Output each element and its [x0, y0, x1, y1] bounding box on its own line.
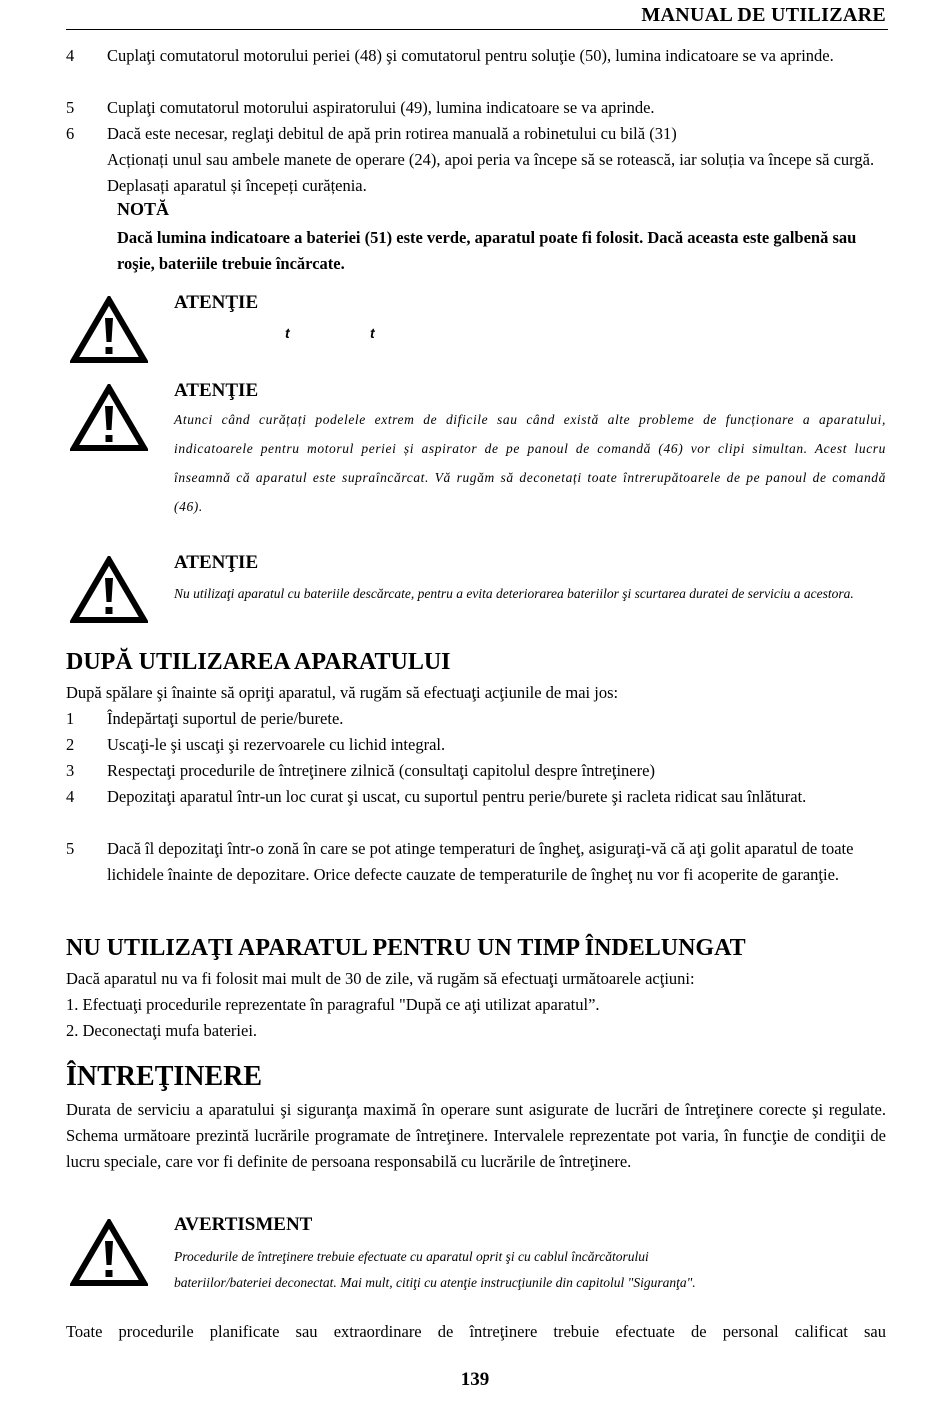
step-text: Depozitaţi aparatul într-un loc curat şi uscat, cu suportul pentru perie/burete şi racleta ridicat sau înlăturat.: [107, 787, 807, 806]
warning-text: Nu utilizaţi aparatul cu bateriile descărcate, pentru a evita deteriorarea bateriilor şi scurtarea duratei de serviciu a acestora.: [174, 586, 854, 601]
warning-triangle-icon: [70, 384, 148, 452]
step-text: Cuplaţi comutatorul motorului aspiratorului (49), lumina indicatoare se va aprinde.: [107, 98, 655, 117]
section-intro: După spălare şi înainte să opriţi aparatul, vă rugăm să efectuaţi acţiunile de mai jos:: [66, 683, 619, 702]
step-number: 4: [66, 46, 75, 65]
section-intro: Dacă aparatul nu va fi folosit mai mult de 30 de zile, vă rugăm să efectuaţi următoarele acţiuni:: [66, 969, 695, 988]
storage-step: 2. Deconectaţi mufa bateriei.: [66, 1021, 258, 1040]
warning-triangle-icon: [70, 296, 148, 364]
manual-title: MANUAL DE UTILIZARE: [641, 4, 886, 26]
step-number: 4: [66, 787, 75, 806]
warning-title: ATENŢIE: [174, 380, 259, 401]
step-text: Cuplaţi comutatorul motorului periei (48) şi comutatorul pentru soluţie (50), lumina indicatoare se va aprinde.: [107, 46, 834, 65]
warning-text: Atunci când curățați podelele extrem de dificile sau când există alte probleme de funcționare a aparatului, indicatoarele pentru motorul periei și aspirator de pe panoul de comandă (46) vor clipi simultan. Acest lucru înseamnă că aparatul este supraîncărcat. Vă rugăm să deconetați toate întrerupătoarele de pe panoul de comandă (46).: [174, 412, 886, 514]
warning-title: ATENŢIE: [174, 292, 259, 313]
warning-text-line: Procedurile de întreţinere trebuie efectuate cu aparatul oprit şi cu cablul încărcătorului: [174, 1249, 649, 1264]
step-text: Îndepărtaţi suportul de perie/burete.: [107, 709, 344, 728]
section-title-maintenance: ÎNTREŢINERE: [66, 1061, 263, 1092]
step-text: Dacă este necesar, reglaţi debitul de apă prin rotirea manuală a robinetului cu bilă (31): [107, 124, 677, 143]
step-continuation: Acționați unul sau ambele manete de operare (24), apoi peria va începe să se rotească, iar soluția va începe să curgă. Deplasați aparatul și începeți curățenia.: [107, 150, 875, 195]
step-number: 2: [66, 735, 75, 754]
warning-triangle-icon: [70, 556, 148, 624]
warning-artifact: t: [285, 325, 290, 341]
step-number: 5: [66, 98, 75, 117]
page-header: [66, 0, 888, 30]
storage-step: 1. Efectuaţi procedurile reprezentate în paragraful "După ce aţi utilizat aparatul”.: [66, 995, 600, 1014]
note-title: NOTĂ: [117, 199, 170, 219]
warning-title: ATENŢIE: [174, 552, 259, 573]
footer-paragraph: Toate procedurile planificate sau extraordinare de întreţinere trebuie efectuate de personal calificat sau: [66, 1322, 886, 1341]
maintenance-text: Durata de serviciu a aparatului şi siguranţa maximă în operare sunt asigurate de lucrări de întreţinere corecte şi regulate. Schema următoare prezintă lucrările programate de întreţinere. Intervalele reprezentate pot varia, în funcţie de condiţii de lucru speciale, care vor fi definite de persoana responsabilă cu lucrările de întreţinere.: [66, 1100, 886, 1171]
step-text: Respectaţi procedurile de întreţinere zilnică (consultaţi capitolul despre întreţinere): [107, 761, 655, 780]
step-number: 6: [66, 124, 75, 143]
note-text: Dacă lumina indicatoare a bateriei (51) este verde, aparatul poate fi folosit. Dacă aceasta este galbenă sau roşie, bateriile trebuie încărcate.: [117, 228, 857, 273]
warning-text-line: bateriilor/bateriei deconectat. Mai mult, citiţi cu atenţie instrucţiunile din capitolul "Siguranţa".: [174, 1275, 696, 1290]
step-number: 1: [66, 709, 75, 728]
warning-title: AVERTISMENT: [174, 1214, 313, 1235]
section-title-after-use: DUPĂ UTILIZAREA APARATULUI: [66, 649, 451, 675]
step-text: Dacă îl depozitaţi într-o zonă în care se pot atinge temperaturi de îngheţ, asiguraţi-vă că aţi golit aparatul de toate lichidele înainte de depozitare. Orice defecte cauzate de temperaturile de îngheţ nu vor fi acoperite de garanţie.: [107, 839, 854, 884]
step-number: 3: [66, 761, 75, 780]
step-number: 5: [66, 839, 75, 858]
step-text: Uscaţi-le şi uscaţi şi rezervoarele cu lichid integral.: [107, 735, 446, 754]
section-title-long-storage: NU UTILIZAŢI APARATUL PENTRU UN TIMP ÎNDELUNGAT: [66, 935, 746, 961]
warning-triangle-icon: [70, 1219, 148, 1287]
warning-artifact: t: [370, 325, 375, 341]
page-number: 139: [460, 1369, 490, 1390]
